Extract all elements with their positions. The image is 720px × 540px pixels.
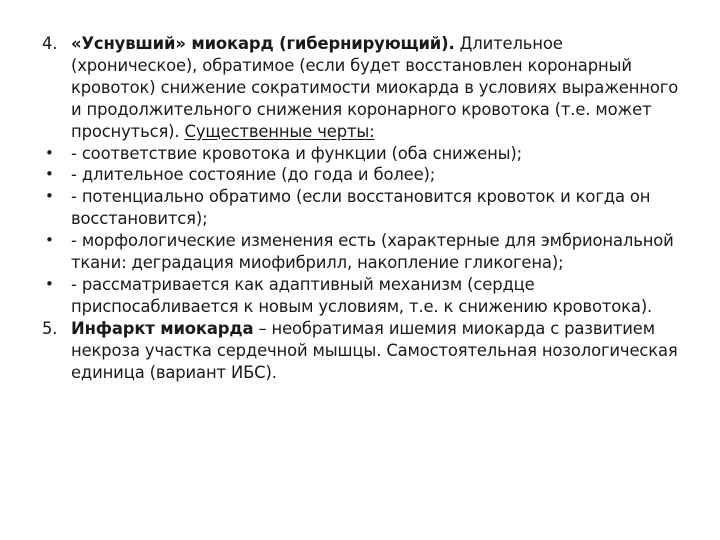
bullet-icon: • — [45, 274, 54, 293]
bullet-icon: • — [45, 231, 54, 250]
item-heading: Инфаркт миокарда — [71, 318, 254, 338]
slide-content — [42, 33, 682, 384]
bullet-item — [42, 164, 682, 186]
item-text: – необратимая ишемия миокарда с развитием некроза участка сердечной мышцы. Самостоятельная нозологическая единица (вариант ИБС). — [71, 318, 678, 382]
bullet-text: - потенциально обратимо (если восстановится кровоток и когда он восстановится); — [71, 187, 651, 229]
bullet-icon: • — [45, 143, 54, 162]
bullet-icon: • — [45, 165, 54, 184]
bullet-text: - соответствие кровотока и функции (оба снижены); — [71, 143, 523, 163]
bullet-item — [42, 143, 682, 165]
bullet-icon: • — [45, 187, 54, 206]
numbered-item-4 — [42, 33, 682, 143]
numbered-item-5 — [42, 318, 682, 384]
bullet-text: - длительное состояние (до года и более); — [71, 165, 436, 185]
item-heading: «Уснувший» миокард (гибернирующий). — [71, 34, 455, 53]
item-text: Длительное (хроническое), обратимое (если будет восстановлен коронарный кровоток) снижение сократимости миокарда в условиях выраженного и продолжительного снижения коронарного кровотока (т.е. может проснуться). — [71, 34, 679, 141]
bullet-text: - рассматривается как адаптивный механизм (сердце приспосабливается к новым условиям, т.е. к снижению кровотока). — [71, 274, 653, 316]
bullet-item — [42, 186, 682, 230]
bullet-item — [42, 274, 682, 318]
key-features-label: Существенные черты: — [184, 121, 375, 141]
item-number: 4. — [42, 34, 58, 53]
item-number: 5. — [42, 318, 58, 338]
bullet-text: - морфологические изменения есть (характерные для эмбриональной ткани: деградация миофибрилл, накопление гликогена); — [71, 231, 674, 273]
bullet-item — [42, 230, 682, 274]
